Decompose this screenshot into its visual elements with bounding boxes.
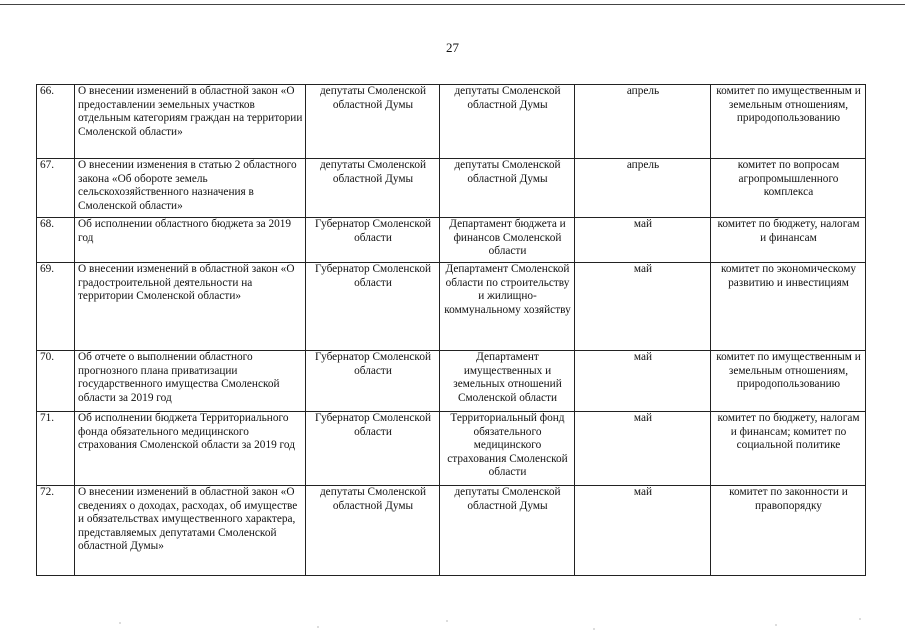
month: май <box>575 486 711 576</box>
initiator: депутаты Смоленской областной Думы <box>306 85 440 159</box>
initiator: Губернатор Смоленской области <box>306 218 440 263</box>
month: май <box>575 218 711 263</box>
table-row <box>37 218 866 263</box>
table-row <box>37 263 866 351</box>
row-number: 68. <box>37 218 75 263</box>
developer: депутаты Смоленской областной Думы <box>440 486 575 576</box>
initiator: депутаты Смоленской областной Думы <box>306 486 440 576</box>
scan-top-border <box>0 4 905 5</box>
row-number: 72. <box>37 486 75 576</box>
committee: комитет по бюджету, налогам и финансам; комитет по социальной политике <box>711 412 866 486</box>
developer: Департамент Смоленской области по строительству и жилищно-коммунальному хозяйству <box>440 263 575 351</box>
row-number: 66. <box>37 85 75 159</box>
bill-title: Об исполнении бюджета Территориального фонда обязательного медицинского страхования Смоленской области за 2019 год <box>75 412 306 486</box>
row-number: 70. <box>37 351 75 412</box>
committee: комитет по законности и правопорядку <box>711 486 866 576</box>
bill-title: О внесении изменений в областной закон «О предоставлении земельных участков отдельным категориям граждан на территории Смоленской области» <box>75 85 306 159</box>
developer: Территориальный фонд обязательного медицинского страхования Смоленской области <box>440 412 575 486</box>
committee: комитет по имущественным и земельным отношениям, природопользованию <box>711 351 866 412</box>
developer: депутаты Смоленской областной Думы <box>440 85 575 159</box>
developer: Департамент бюджета и финансов Смоленской области <box>440 218 575 263</box>
row-number: 69. <box>37 263 75 351</box>
initiator: Губернатор Смоленской области <box>306 351 440 412</box>
committee: комитет по имущественным и земельным отношениям, природопользованию <box>711 85 866 159</box>
month: май <box>575 351 711 412</box>
table-row <box>37 486 866 576</box>
developer: Департамент имущественных и земельных отношений Смоленской области <box>440 351 575 412</box>
bill-title: О внесении изменений в областной закон «О градостроительной деятельности на территории Смоленской области» <box>75 263 306 351</box>
bill-title: Об исполнении областного бюджета за 2019 год <box>75 218 306 263</box>
month: май <box>575 263 711 351</box>
committee: комитет по экономическому развитию и инвестициям <box>711 263 866 351</box>
row-number: 67. <box>37 159 75 218</box>
month: апрель <box>575 159 711 218</box>
month: апрель <box>575 85 711 159</box>
table-row <box>37 159 866 218</box>
initiator: депутаты Смоленской областной Думы <box>306 159 440 218</box>
initiator: Губернатор Смоленской области <box>306 263 440 351</box>
initiator: Губернатор Смоленской области <box>306 412 440 486</box>
table-row <box>37 85 866 159</box>
bill-title: О внесении изменений в областной закон «О сведениях о доходах, расходах, об имуществе и обязательствах имущественного характера, представляемых депутатами Смоленской областной Думы» <box>75 486 306 576</box>
row-number: 71. <box>37 412 75 486</box>
scan-noise <box>0 615 905 635</box>
bill-title: О внесении изменения в статью 2 областного закона «Об обороте земель сельскохозяйственного назначения в Смоленской области» <box>75 159 306 218</box>
bill-title: Об отчете о выполнении областного прогнозного плана приватизации государственного имущества Смоленской области за 2019 год <box>75 351 306 412</box>
committee: комитет по бюджету, налогам и финансам <box>711 218 866 263</box>
developer: депутаты Смоленской областной Думы <box>440 159 575 218</box>
legislation-plan-table <box>36 84 866 576</box>
table-row <box>37 351 866 412</box>
page-number: 27 <box>446 40 459 55</box>
committee: комитет по вопросам агропромышленного комплекса <box>711 159 866 218</box>
month: май <box>575 412 711 486</box>
table-row <box>37 412 866 486</box>
